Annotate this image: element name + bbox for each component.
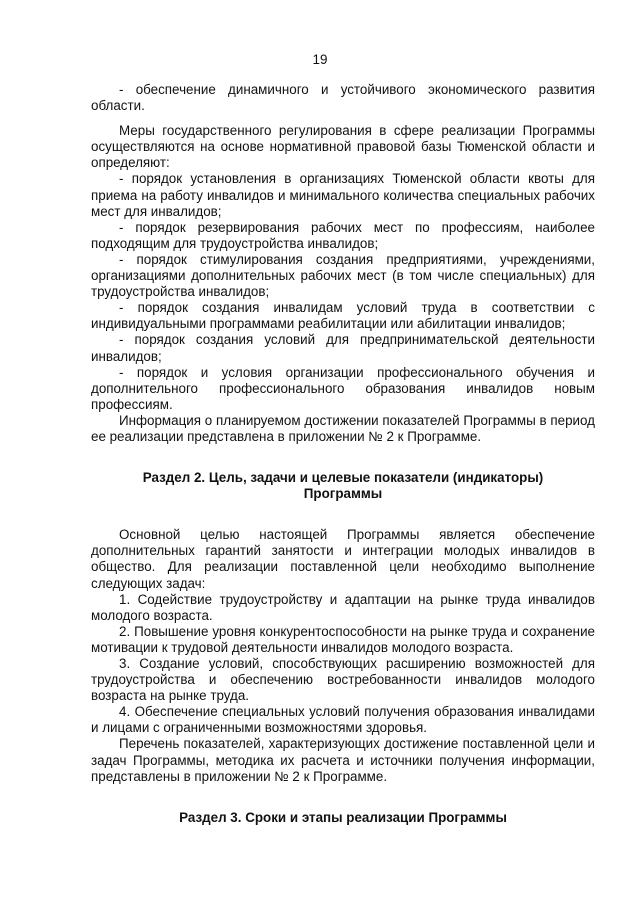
section2-heading: Раздел 2. Цель, задачи и целевые показатели (индикаторы) Программы (142, 470, 544, 502)
indicators-paragraph: Перечень показателей, характеризующих достижение поставленной цели и задач Программы, методика их расчета и источники получения информации, представлены в приложении № 2 к Программе. (91, 736, 595, 784)
document-body (91, 82, 595, 826)
regulation-item: - порядок резервирования рабочих мест по профессиям, наиболее подходящим для трудоустройства инвалидов; (91, 219, 595, 251)
regulation-paragraph: Меры государственного регулирования в сфере реализации Программы осуществляются на основе нормативной правовой базы Тюменской области и определяют: (91, 123, 595, 171)
regulation-item: - порядок и условия организации профессионального обучения и дополнительного профессионального образования инвалидов новым профессиям. (91, 364, 595, 412)
regulation-item: - порядок создания инвалидам условий труда в соответствии с индивидуальными программами реабилитации или абилитации инвалидов; (91, 300, 595, 332)
goal-paragraph: Основной целью настоящей Программы является обеспечение дополнительных гарантий занятости и интеграции молодых инвалидов в общество. Для реализации поставленной цели необходимо выполнение следующих задач: (91, 527, 595, 591)
task-item: 3. Создание условий, способствующих расширению возможностей для трудоустройства и обеспечению востребованности инвалидов молодого возраста на рынке труда. (91, 656, 595, 704)
page-number: 19 (312, 52, 328, 67)
regulation-item: - порядок установления в организациях Тюменской области квоты для приема на работу инвалидов и минимального количества специальных рабочих мест для инвалидов; (91, 171, 595, 219)
task-item: 2. Повышение уровня конкурентоспособности на рынке труда и сохранение мотивации к трудовой деятельности инвалидов молодого возраста. (91, 623, 595, 655)
intro-paragraph: - обеспечение динамичного и устойчивого экономического развития области. (91, 82, 595, 114)
task-item: 4. Обеспечение специальных условий получения образования инвалидами и лицами с ограниченными возможностями здоровья. (91, 704, 595, 736)
regulation-item: - порядок создания условий для предпринимательской деятельности инвалидов; (91, 332, 595, 364)
section3-heading: Раздел 3. Сроки и этапы реализации Программы (179, 809, 507, 825)
regulation-item: - порядок стимулирования создания предприятиями, учреждениями, организациями дополнительных рабочих мест (в том числе специальных) для трудоустройства инвалидов; (91, 251, 595, 300)
task-item: 1. Содействие трудоустройству и адаптации на рынке труда инвалидов молодого возраста. (91, 591, 595, 623)
info-paragraph: Информация о планируемом достижении показателей Программы в период ее реализации представлена в приложении № 2 к Программе. (91, 412, 595, 444)
